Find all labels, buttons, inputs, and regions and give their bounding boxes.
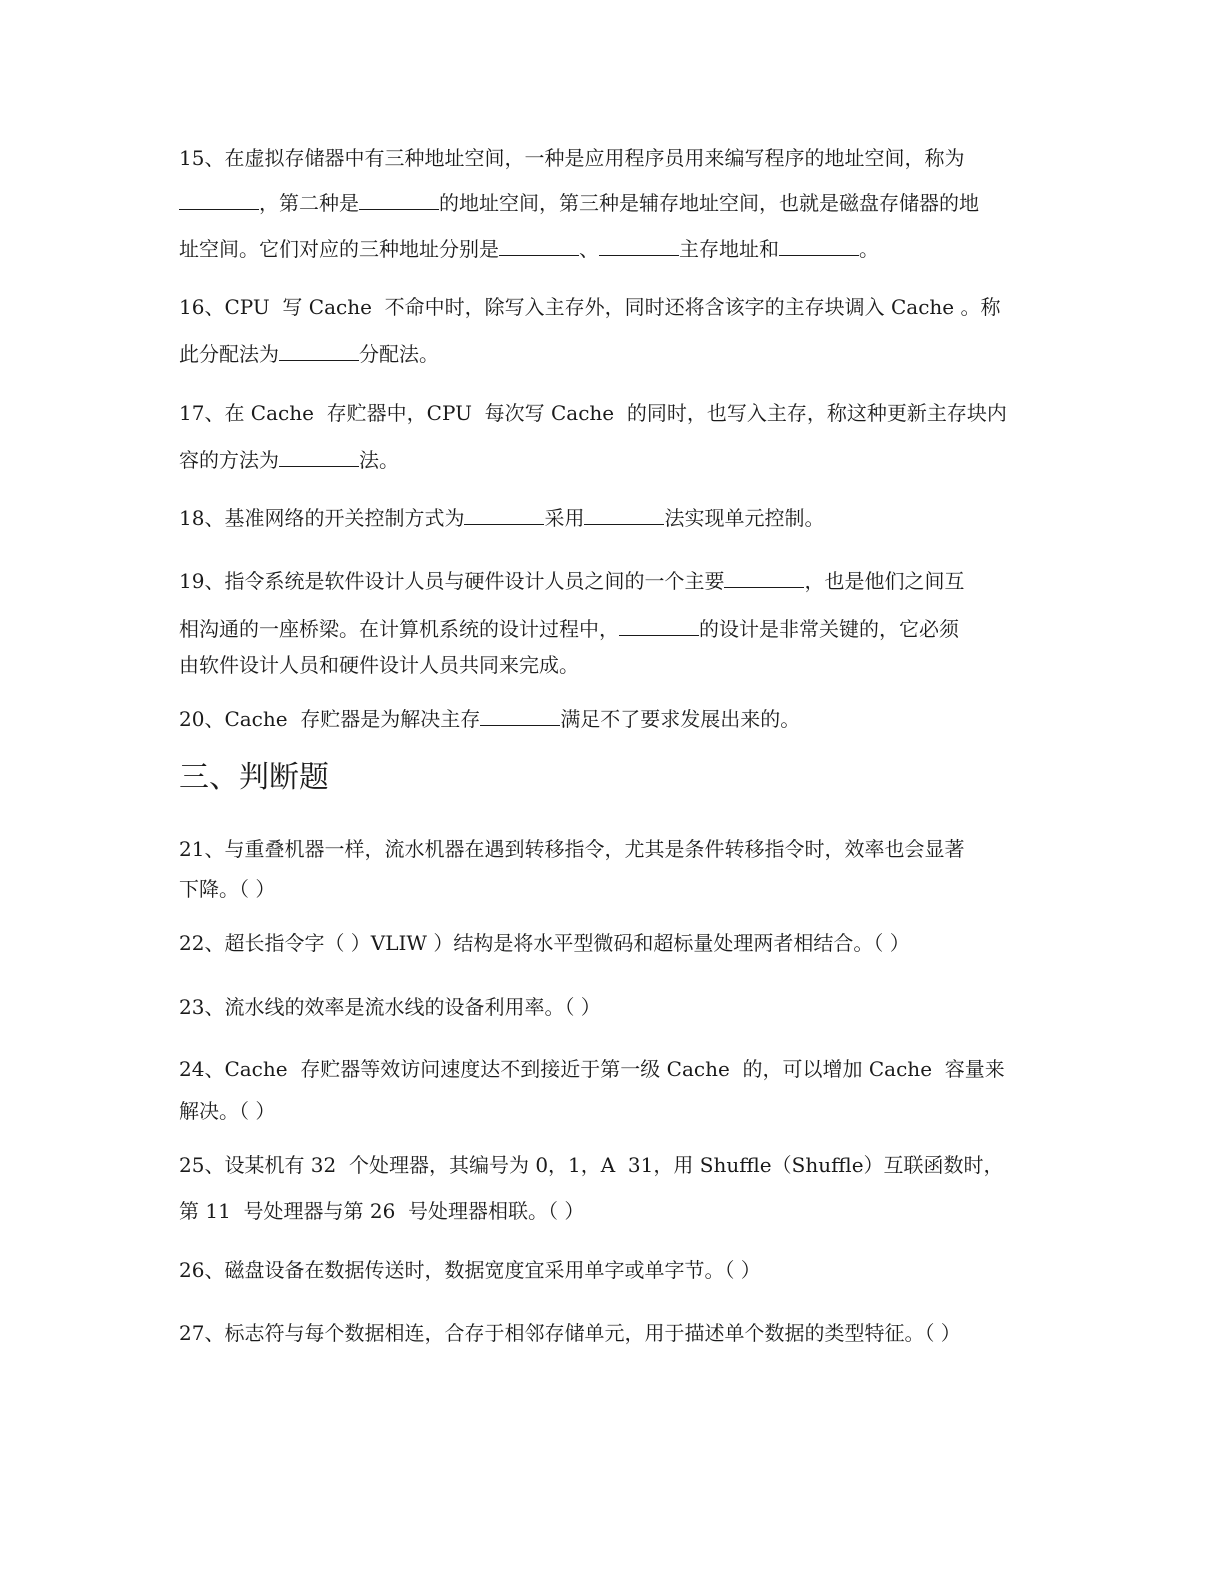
answer-blank: [619, 617, 699, 636]
text: 采用: [544, 506, 585, 530]
text: 20、Cache 存贮器是为解决主存: [179, 707, 481, 731]
text: ，也是他们之间互: [804, 569, 965, 593]
answer-blank: [599, 237, 679, 256]
answer-blank: [359, 191, 439, 210]
answer-blank: [464, 506, 544, 525]
q17-line-2: [179, 447, 399, 473]
text: 法实现单元控制。: [664, 506, 825, 530]
text: 分配法。: [359, 342, 439, 366]
answer-blank: [279, 448, 359, 467]
q16-line-2: [179, 341, 439, 367]
answer-blank: [584, 506, 664, 525]
q24-line-1: 24、Cache 存贮器等效访问速度达不到接近于第一级 Cache 的，可以增加 Cache 容量来: [179, 1057, 1005, 1081]
q15-line-1: 15、在虚拟存储器中有三种地址空间，一种是应用程序员用来编写程序的地址空间，称为: [179, 146, 965, 170]
section-heading: 三、判断题: [179, 760, 329, 795]
q16-line-1: 16、CPU 写 Cache 不命中时，除写入主存外，同时还将含该字的主存块调入 Cache 。称: [179, 295, 1001, 319]
text: ，第二种是: [259, 191, 359, 215]
text: 主存地址和: [679, 237, 779, 261]
answer-blank: [480, 707, 560, 726]
answer-blank: [179, 191, 259, 210]
text: 的设计是非常关键的，它必须: [699, 617, 959, 641]
q20-line-1: [179, 706, 800, 732]
q22-line-1: 22、超长指令字（ ）VLIW ）结构是将水平型微码和超标量处理两者相结合。（ ）: [179, 931, 910, 955]
q21-line-2: 下降。（ ）: [179, 877, 276, 901]
text: 法。: [359, 448, 399, 472]
text: 址空间。它们对应的三种地址分别是: [179, 237, 499, 261]
q27-line-1: 27、标志符与每个数据相连，合存于相邻存储单元，用于描述单个数据的类型特征。（ ）: [179, 1321, 961, 1345]
text: 。: [859, 237, 879, 261]
q17-line-1: 17、在 Cache 存贮器中，CPU 每次写 Cache 的同时，也写入主存，称这种更新主存块内: [179, 401, 1007, 425]
text: 19、指令系统是软件设计人员与硬件设计人员之间的一个主要: [179, 569, 725, 593]
q19-line-1: [179, 568, 964, 594]
q19-line-3: 由软件设计人员和硬件设计人员共同来完成。: [179, 653, 579, 677]
text: 满足不了要求发展出来的。: [560, 707, 801, 731]
answer-blank: [724, 569, 804, 588]
q26-line-1: 26、磁盘设备在数据传送时，数据宽度宜采用单字或单字节。（ ）: [179, 1258, 761, 1282]
text: 此分配法为: [179, 342, 279, 366]
q21-line-1: 21、与重叠机器一样，流水机器在遇到转移指令，尤其是条件转移指令时，效率也会显著: [179, 837, 965, 861]
answer-blank: [279, 342, 359, 361]
q19-line-2: [179, 616, 959, 642]
text: 的地址空间，第三种是辅存地址空间，也就是磁盘存储器的地: [439, 191, 979, 215]
answer-blank: [779, 237, 859, 256]
q15-line-3: [179, 236, 879, 262]
q25-line-2: 第 11 号处理器与第 26 号处理器相联。（ ）: [179, 1199, 585, 1223]
text: 、: [579, 237, 599, 261]
q25-line-1: 25、设某机有 32 个处理器，其编号为 0，1，A 31，用 Shuffle（Shuffle）互联函数时，: [179, 1153, 1004, 1177]
q23-line-1: 23、流水线的效率是流水线的设备利用率。（ ）: [179, 995, 601, 1019]
text: 相沟通的一座桥梁。在计算机系统的设计过程中，: [179, 617, 619, 641]
text: 容的方法为: [179, 448, 279, 472]
q24-line-2: 解决。（ ）: [179, 1099, 276, 1123]
q18-line-1: [179, 505, 824, 531]
answer-blank: [499, 237, 579, 256]
q15-line-2: [179, 190, 979, 216]
text: 18、基准网络的开关控制方式为: [179, 506, 465, 530]
